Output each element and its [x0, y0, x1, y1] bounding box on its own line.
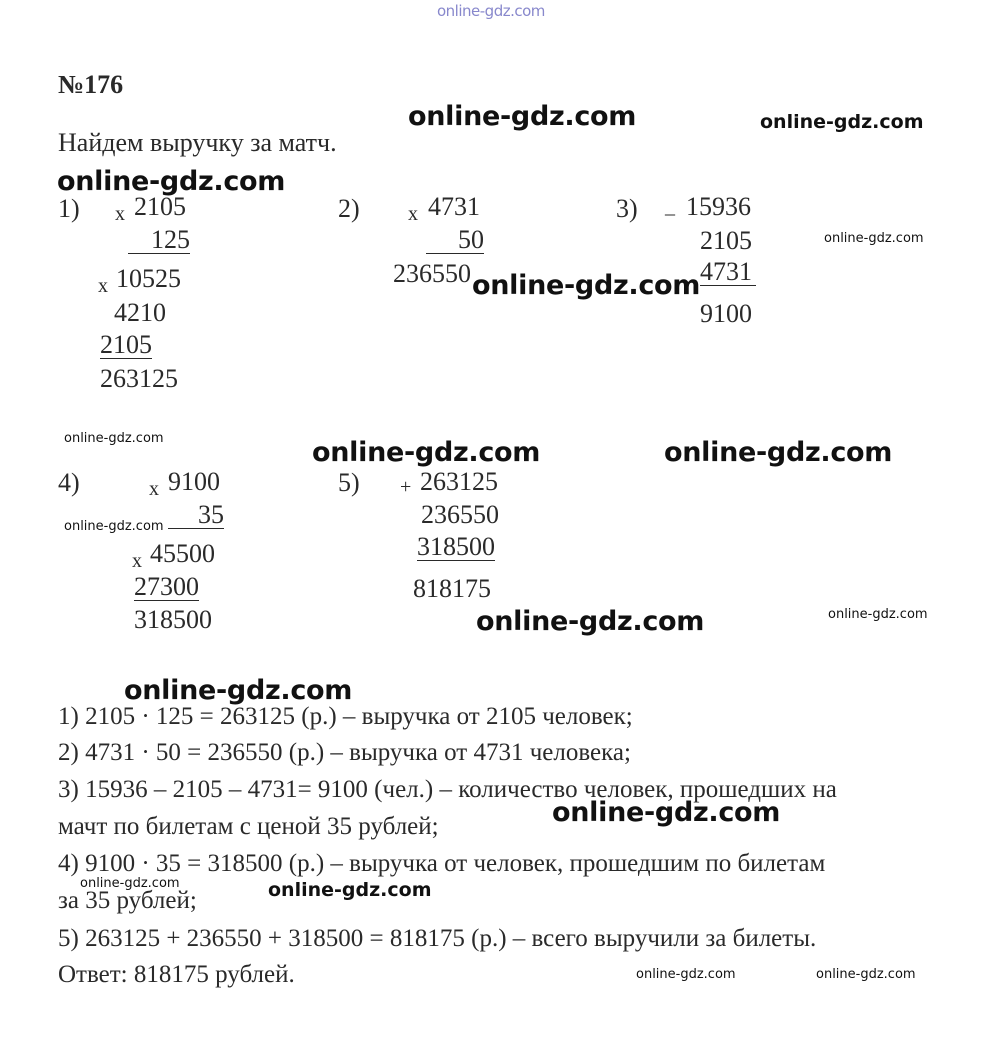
- solution-line-2: 2) 4731 · 50 = 236550 (р.) – выручка от 4731 человека;: [58, 739, 631, 766]
- solution-line-3: 3) 15936 – 2105 – 4731= 9100 (чел.) – количество человек, прошедших на: [58, 776, 837, 803]
- calc-2-label: 2): [338, 194, 360, 223]
- task-number: №176: [58, 70, 124, 99]
- solution-line-4: мачт по билетам с ценой 35 рублей;: [58, 813, 439, 840]
- watermark: online-gdz.com: [408, 101, 637, 132]
- watermark: online-gdz.com: [476, 606, 705, 637]
- calc-1-result: 263125: [100, 364, 178, 393]
- calc-1-partial-2: 4210: [114, 298, 166, 327]
- intro-text: Найдем выручку за матч.: [58, 128, 337, 157]
- calc-2-multiplier: 50: [426, 226, 484, 254]
- solution-line-6: за 35 рублей;: [58, 887, 197, 914]
- watermark: online-gdz.com: [64, 431, 164, 446]
- calc-4-multiplicand: 9100: [168, 467, 220, 496]
- calc-1-sign-2: x: [98, 275, 108, 297]
- solution-line-5: 4) 9100 · 35 = 318500 (р.) – выручка от человек, прошедшим по билетам: [58, 850, 826, 877]
- calc-2-result: 236550: [393, 259, 471, 288]
- calc-2-sign: x: [408, 203, 418, 225]
- calc-4-result: 318500: [134, 605, 212, 634]
- watermark: online-gdz.com: [64, 519, 164, 534]
- calc-1-sign: x: [115, 203, 125, 225]
- watermark: online-gdz.com: [312, 437, 541, 468]
- calc-2-multiplicand: 4731: [428, 192, 480, 221]
- calc-4-label: 4): [58, 468, 80, 497]
- calc-3-sign: _: [665, 196, 675, 218]
- watermark: online-gdz.com: [824, 231, 924, 246]
- calc-4-multiplier: 35: [168, 501, 224, 529]
- calc-5-sign: +: [400, 476, 412, 498]
- calc-5-label: 5): [338, 468, 360, 497]
- watermark-top: online-gdz.com: [437, 2, 545, 20]
- watermark: online-gdz.com: [828, 607, 928, 622]
- solution-line-7: 5) 263125 + 236550 + 318500 = 818175 (р.) – всего выручили за билеты.: [58, 925, 817, 952]
- calc-4-sign: x: [149, 478, 159, 500]
- calc-4-sign-2: x: [132, 550, 142, 572]
- calc-5-result: 818175: [413, 574, 491, 603]
- watermark: online-gdz.com: [552, 797, 781, 828]
- watermark: online-gdz.com: [664, 437, 893, 468]
- watermark: online-gdz.com: [80, 876, 180, 891]
- calc-1-multiplicand: 2105: [134, 192, 186, 221]
- watermark: online-gdz.com: [760, 111, 924, 133]
- calc-4-partial-1: 45500: [150, 539, 215, 568]
- watermark: online-gdz.com: [636, 967, 736, 982]
- calc-3-minuend: 15936: [686, 192, 751, 221]
- calc-5-addend-1: 263125: [420, 467, 498, 496]
- calc-5-addend-3: 318500: [417, 532, 495, 561]
- calc-5-addend-2: 236550: [421, 500, 499, 529]
- calc-3-result: 9100: [700, 299, 752, 328]
- calc-3-label: 3): [616, 194, 638, 223]
- calc-4-partial-2: 27300: [134, 572, 199, 601]
- watermark: online-gdz.com: [57, 166, 286, 197]
- watermark: online-gdz.com: [124, 675, 353, 706]
- calc-1-label: 1): [58, 194, 80, 223]
- answer-line: Ответ: 818175 рублей.: [58, 961, 295, 988]
- solution-line-1: 1) 2105 · 125 = 263125 (р.) – выручка от 2105 человек;: [58, 703, 633, 730]
- watermark: online-gdz.com: [268, 879, 432, 901]
- watermark: online-gdz.com: [816, 967, 916, 982]
- calc-3-subtrahend-2: 4731: [700, 258, 756, 286]
- calc-1-partial-1: 10525: [116, 264, 181, 293]
- calc-3-subtrahend-1: 2105: [700, 226, 752, 255]
- calc-1-partial-3: 2105: [100, 330, 152, 359]
- watermark: online-gdz.com: [472, 270, 701, 301]
- calc-1-multiplier: 125: [128, 226, 190, 254]
